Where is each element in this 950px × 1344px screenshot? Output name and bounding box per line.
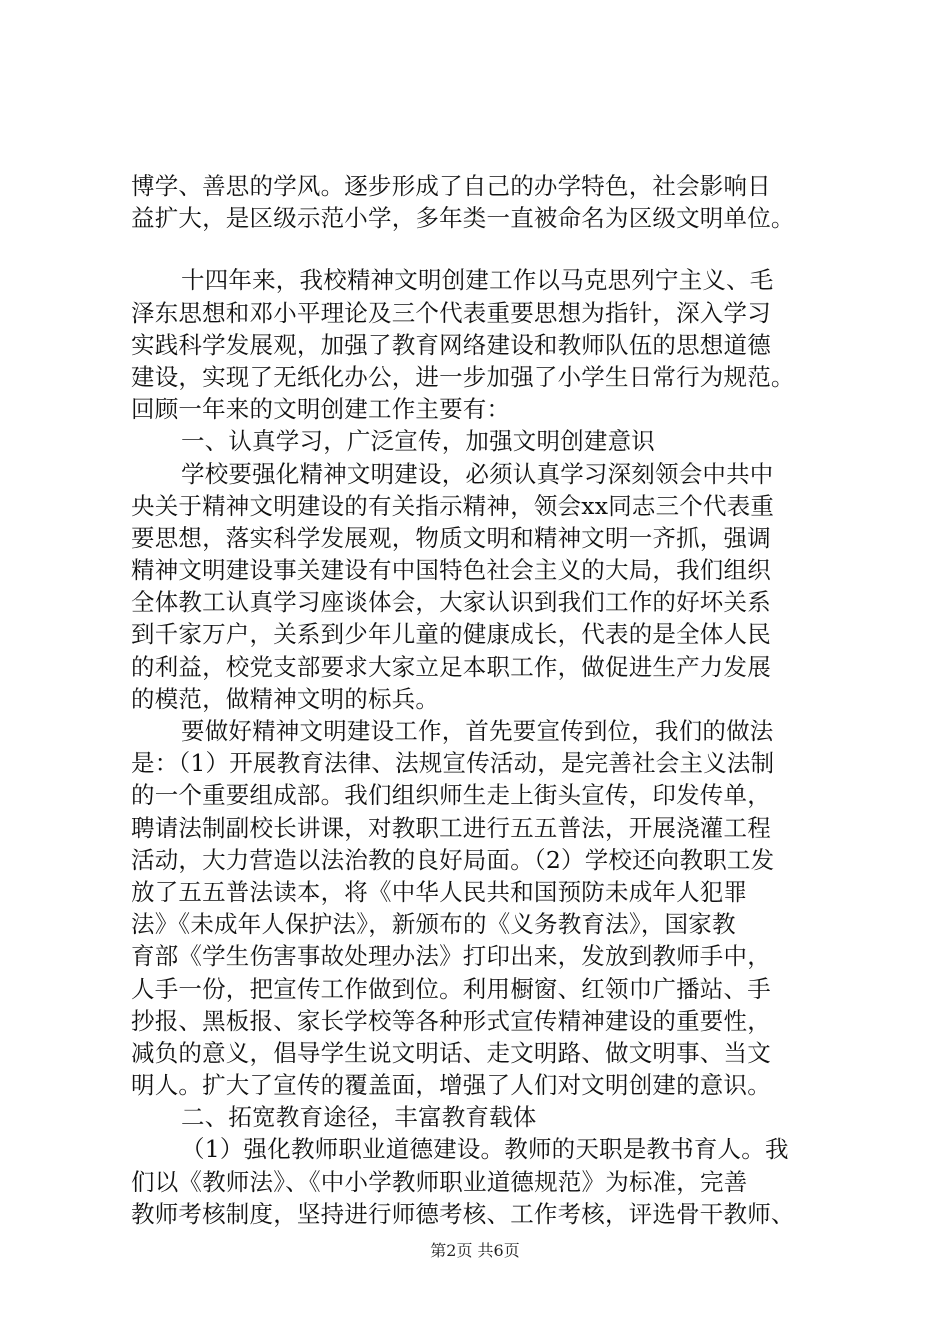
text-line: 们以《教师法》、《中小学教师职业道德规范》为标准，完善	[131, 1167, 748, 1196]
text-line: 实践科学发展观，加强了教育网络建设和教师队伍的思想道德	[131, 330, 771, 359]
section-heading: 一、认真学习，广泛宣传，加强文明创建意识	[181, 427, 655, 456]
text-line: 活动，大力营造以法治教的良好局面。（2）学校还向教职工发	[131, 845, 775, 874]
text-line: 聘请法制副校长讲课，对教职工进行五五普法，开展浇灌工程	[131, 813, 771, 842]
text-line: 教师考核制度，坚持进行师德考核、工作考核，评选骨干教师、	[131, 1199, 795, 1228]
text-line: 要做好精神文明建设工作，首先要宣传到位，我们的做法	[181, 717, 774, 745]
text-line: 博学、善思的学风。逐步形成了自己的办学特色，社会影响日	[131, 172, 771, 200]
text-line: 法》《未成年人保护法》，新颁布的《义务教育法》，国家教	[131, 910, 736, 939]
text-line: 全体教工认真学习座谈体会，大家认识到我们工作的好坏关系	[131, 588, 771, 617]
text-line: 学校要强化精神文明建设，必须认真学习深刻领会中共中	[181, 459, 774, 488]
text-line: 明人。扩大了宣传的覆盖面，增强了人们对文明创建的意识。	[131, 1071, 771, 1100]
text-line: 到千家万户，关系到少年儿童的健康成长，代表的是全体人民	[131, 620, 771, 649]
document-body	[131, 170, 843, 1230]
text-line: 的一个重要组成部。我们组织师生走上街头宣传，印发传单，	[131, 781, 771, 810]
text-line: 人手一份，把宣传工作做到位。利用橱窗、红领巾广播站、手	[131, 974, 771, 1003]
text-line: 建设，实现了无纸化办公，进一步加强了小学生日常行为规范。	[131, 362, 795, 391]
text-line: 精神文明建设事关建设有中国特色社会主义的大局，我们组织	[131, 556, 771, 585]
text-line: 泽东思想和邓小平理论及三个代表重要思想为指针，深入学习	[131, 298, 771, 327]
text-line: 抄报、黑板报、家长学校等各种形式宣传精神建设的重要性，	[131, 1006, 771, 1035]
text-line: 育部《学生伤害事故处理办法》打印出来，发放到教师手中，	[131, 942, 771, 971]
text-line: 减负的意义，倡导学生说文明话、走文明路、做文明事、当文	[131, 1038, 771, 1067]
text-line: 要思想，落实科学发展观，物质文明和精神文明一齐抓，强调	[131, 523, 771, 552]
text-line: 是：（1）开展教育法律、法规宣传活动，是完善社会主义法制	[131, 749, 775, 778]
text-line: 的模范，做精神文明的标兵。	[131, 684, 440, 713]
text-line: 十四年来，我校精神文明创建工作以马克思列宁主义、毛	[181, 266, 774, 295]
text-line: 益扩大，是区级示范小学，多年类一直被命名为区级文明单位。	[131, 204, 795, 233]
paragraph-gap	[131, 234, 843, 264]
section-heading: 二、拓宽教育途径，丰富教育载体	[181, 1103, 537, 1132]
text-line: （1）强化教师职业道德建设。教师的天职是教书育人。我	[181, 1135, 789, 1164]
text-line: 央关于精神文明建设的有关指示精神，领会xx同志三个代表重	[131, 491, 775, 520]
page-number-footer: 第2页 共6页	[430, 1241, 520, 1260]
text-line: 放了五五普法读本，将《中华人民共和国预防未成年人犯罪	[131, 877, 748, 906]
text-line: 回顾一年来的文明创建工作主要有：	[131, 395, 511, 424]
text-line: 的利益，校党支部要求大家立足本职工作，做促进生产力发展	[131, 652, 771, 681]
